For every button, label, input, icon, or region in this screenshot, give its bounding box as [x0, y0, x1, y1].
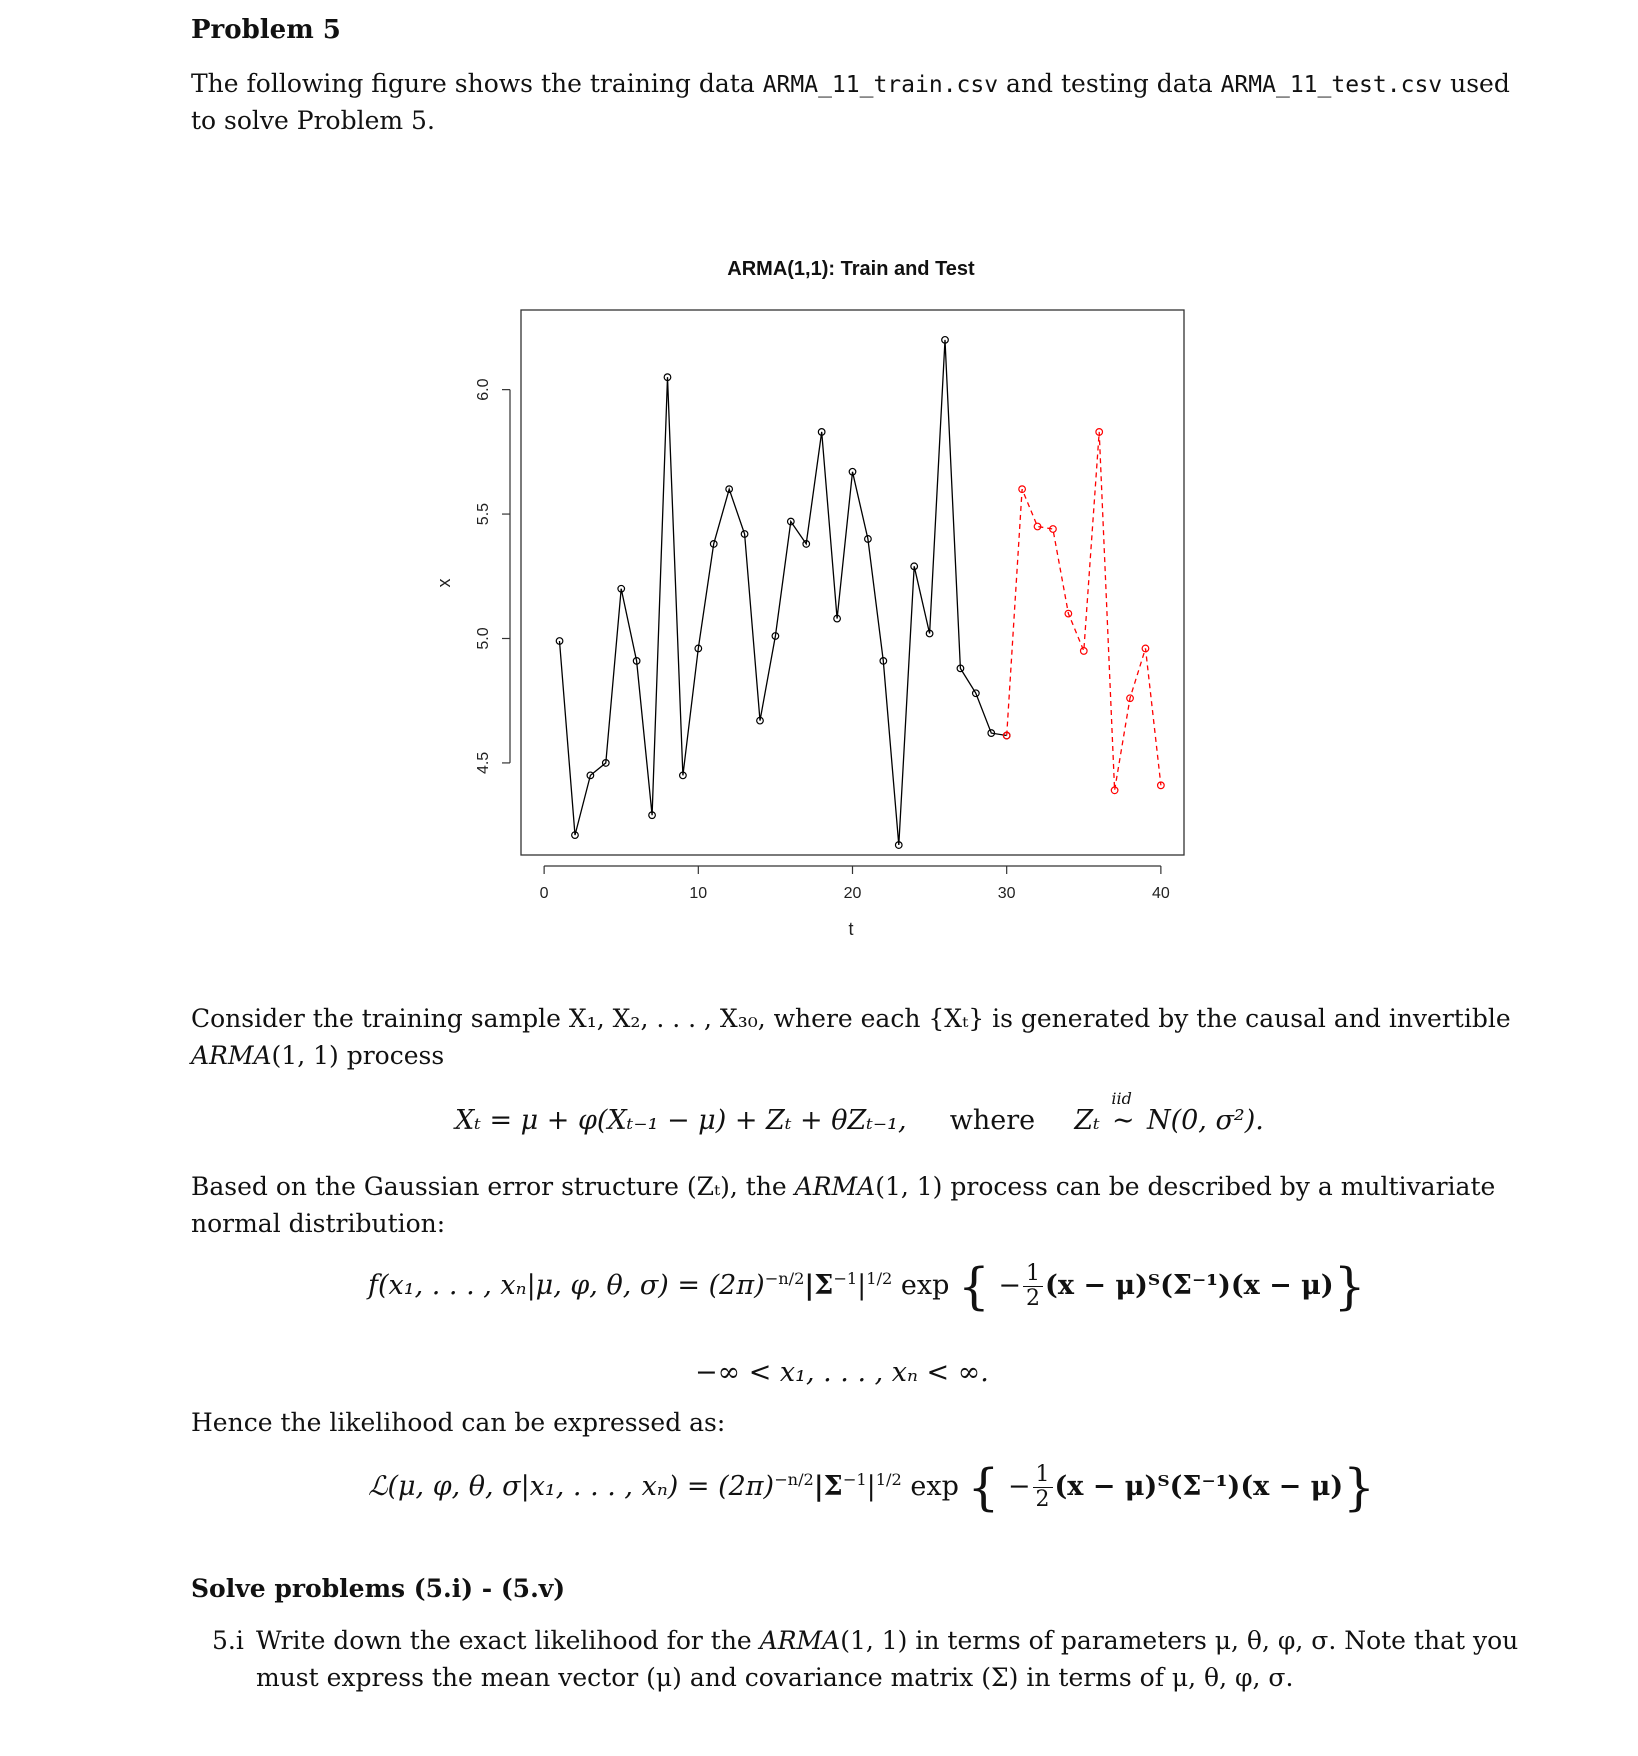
point-test	[1080, 648, 1087, 655]
item-5i-line-2: must express the mean vector (μ) and covariance matrix (Σ) in terms of μ, θ, φ, σ.	[256, 1663, 1294, 1692]
likelihood-equation: ℒ(μ, φ, θ, σ|x₁, . . . , $x_n) = (2\pi)^{-n/2}|\Sigma^{-1}|^{1/2}$ exp { − $\frac{1}{2}$ (x − μ)ᵀ(Σ⁻¹)(x − μ)}	[368, 1458, 1375, 1517]
y-axis-label: x	[434, 578, 454, 588]
intro-line-2: to solve Problem 5.	[191, 106, 435, 135]
half-fraction: $\frac{1}{2}$	[1023, 1262, 1043, 1311]
item-5i-label: 5.i	[212, 1626, 244, 1655]
para2-line-1: Consider the training sample X₁, X₂, . . . , X₃₀, where each {Xₜ} is generated by the causal and invertible	[191, 1004, 1511, 1033]
solve-heading: Solve problems (5.i) - (5.v)	[191, 1574, 566, 1603]
para4: Hence the likelihood can be expressed as:	[191, 1408, 726, 1437]
problem-heading: Problem 5	[191, 15, 341, 45]
y-tick-label: 5.0	[475, 627, 492, 650]
arma-equation: Xₜ = μ + φ(Xₜ₋₁ − μ) + Zₜ + θZₜ₋₁, where Zₜ iid ∼ N(0, σ²).	[455, 1089, 1264, 1136]
train-file-name: ARMA_11_train.csv	[762, 72, 999, 98]
arma-chart	[420, 245, 1220, 945]
x-tick-label: 0	[539, 885, 549, 902]
para3-line-1: Based on the Gaussian error structure (Zₜ), the ARMA(1, 1) process can be described by a multivariate	[191, 1172, 1496, 1201]
x-tick-label: 40	[1151, 885, 1170, 902]
plot-frame	[521, 310, 1184, 855]
x-tick-label: 20	[843, 885, 862, 902]
para2-line-2: ARMA(1, 1) process	[191, 1041, 445, 1070]
density-equation: f(x₁, . . . , xₙ|μ, φ, θ, $\sigma) = (2\pi)^{-n/2}|\Sigma^{-1}|^{1/2}$ exp { − $\frac{1}{2}$ (x − μ)ᵀ(Σ⁻¹)(x − μ)}	[368, 1257, 1366, 1316]
y-tick-label: 4.5	[475, 751, 492, 775]
chart-title: ARMA(1,1): Train and Test	[727, 258, 975, 280]
iid-label: iid	[1111, 1089, 1132, 1108]
item-5i-line-1: Write down the exact likelihood for the ARMA(1, 1) in terms of parameters μ, θ, φ, σ. Note that you	[256, 1626, 1519, 1655]
domain-range: −∞ < x₁, . . . , xₙ < ∞.	[695, 1357, 989, 1388]
x-tick-label: 10	[689, 885, 708, 902]
intro-line-1: The following figure shows the training data ARMA_11_train.csv and testing data ARMA_11_test.csv used	[191, 69, 1510, 98]
y-tick-label: 6.0	[475, 378, 492, 401]
series-layer	[556, 337, 1164, 849]
test-file-name: ARMA_11_test.csv	[1220, 72, 1443, 98]
series-line-train	[560, 340, 1007, 845]
axes	[475, 378, 1170, 902]
x-tick-label: 30	[997, 885, 1016, 902]
x-axis-label: t	[848, 919, 854, 939]
y-tick-label: 5.5	[475, 502, 492, 526]
para3-line-2: normal distribution:	[191, 1209, 446, 1238]
series-line-test	[1007, 432, 1161, 790]
